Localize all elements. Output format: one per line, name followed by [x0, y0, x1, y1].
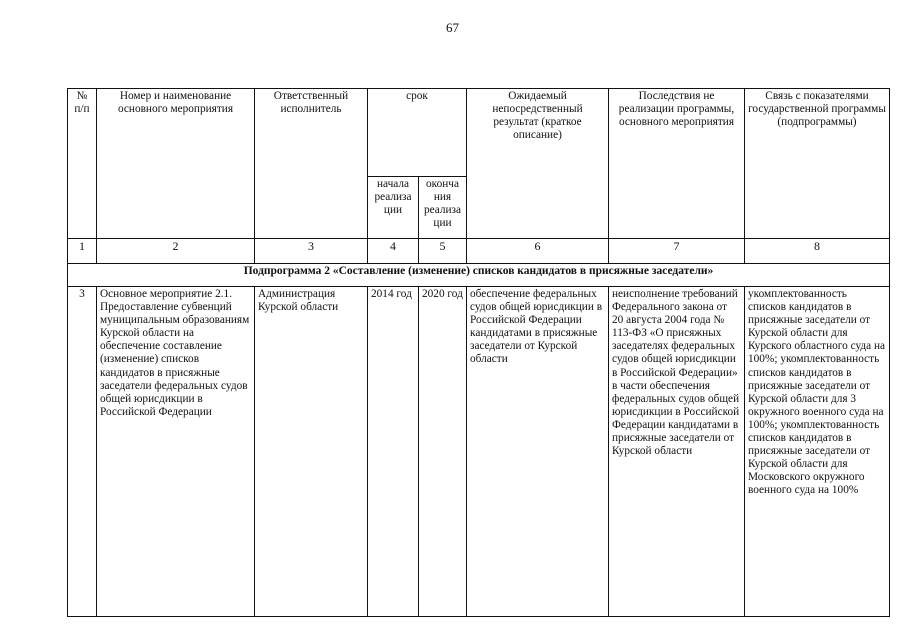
column-number: 3	[255, 239, 368, 264]
column-number: 1	[68, 239, 97, 264]
row-expected: обеспечение федеральных судов общей юрисдикции в Российской Федерации кандидатами в присяжные заседатели от Курской области	[467, 287, 609, 617]
row-end: 2020 год	[419, 287, 467, 617]
header-link: Связь с показателями государственной программы (подпрограммы)	[745, 89, 890, 239]
subprogram-row	[68, 264, 890, 287]
header-term-start: начала реализа ции	[368, 177, 419, 239]
header-name: Номер и наименование основного мероприятия	[97, 89, 255, 239]
column-number: 4	[368, 239, 419, 264]
column-number: 5	[419, 239, 467, 264]
page-number: 67	[446, 20, 459, 35]
row-consequences: неисполнение требований Федерального закона от 20 августа 2004 года № 113-ФЗ «О присяжных заседателях федеральных судов общей юрисдикции в Российской Федерации» в части обеспечения федеральных судов общей юрисдикции в Российской Федерации кандидатами в присяжные заседатели от Курской области	[609, 287, 745, 617]
row-responsible: Администрация Курской области	[255, 287, 368, 617]
header-consequences: Последствия не реализации программы, основного мероприятия	[609, 89, 745, 239]
header-term-end: оконча ния реализа ции	[419, 177, 467, 239]
row-num: 3	[68, 287, 97, 617]
header-num: № п/п	[68, 89, 97, 239]
header-responsible: Ответственный исполнитель	[255, 89, 368, 239]
row-start: 2014 год	[368, 287, 419, 617]
table-row	[68, 287, 890, 617]
column-number: 6	[467, 239, 609, 264]
row-link: укомплектованность списков кандидатов в присяжные заседатели от Курской области для Курского областного суда на 100%; укомплектованность списков кандидатов в присяжные заседатели от Курской области для 3 окружного военного суда на 100%; укомплектованность списков кандидатов в присяжные заседатели от Курской области для Московского окружного военного суда на 100%	[745, 287, 890, 617]
column-number: 8	[745, 239, 890, 264]
column-number: 7	[609, 239, 745, 264]
header-expected: Ожидаемый непосредственный результат (краткое описание)	[467, 89, 609, 239]
header-term: срок	[368, 89, 467, 177]
column-number: 2	[97, 239, 255, 264]
column-number-row	[68, 239, 890, 264]
header-row	[68, 89, 890, 177]
subprogram-title: Подпрограмма 2 «Составление (изменение) списков кандидатов в присяжные заседатели»	[68, 264, 890, 287]
measures-table	[67, 88, 890, 617]
row-name: Основное мероприятие 2.1. Предоставление субвенций муниципальным образованиям Курской области на обеспечение составление (изменение) списков кандидатов в присяжные заседатели федеральных судов общей юрисдикции в Российской Федерации	[97, 287, 255, 617]
